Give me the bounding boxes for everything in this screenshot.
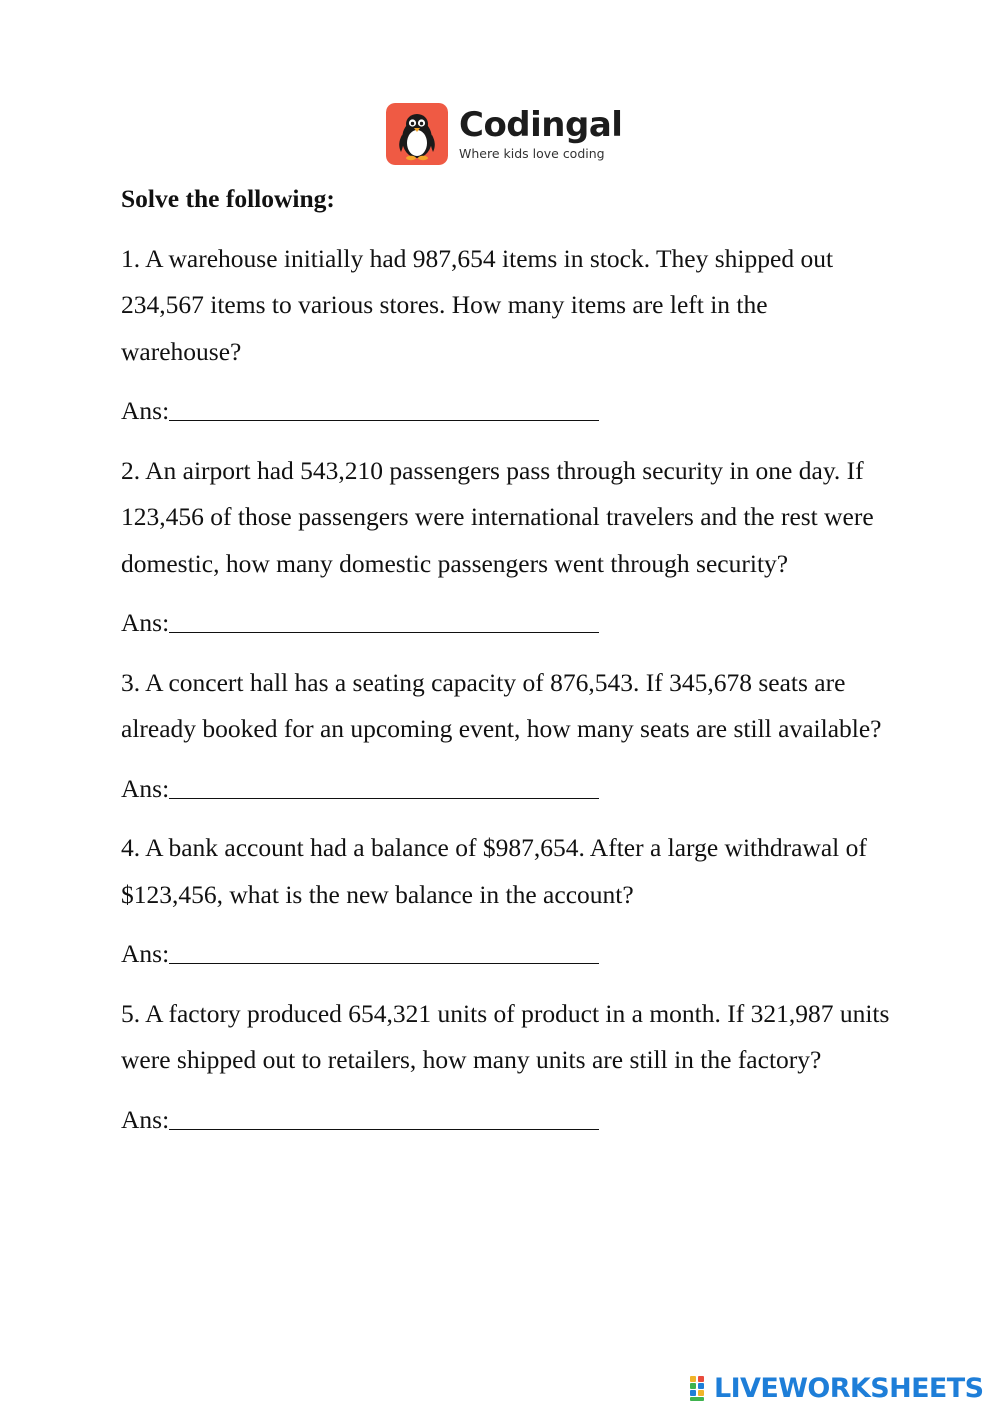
worksheet-heading: Solve the following: — [121, 184, 335, 213]
answer-blank-1[interactable] — [169, 394, 599, 421]
answer-label: Ans: — [121, 1104, 170, 1134]
question-2: 2. An airport had 543,210 passengers pass through security in one day. If 123,456 of those passengers were international travelers and the rest were domestic, how many domestic passengers went through security? — [121, 455, 874, 578]
answer-row-2 — [121, 600, 891, 647]
codingal-logo — [386, 103, 622, 165]
question-5: 5. A factory produced 654,321 units of product in a month. If 321,987 units were shipped out to retailers, how many units are still in the factory? — [121, 998, 890, 1074]
answer-row-3 — [121, 766, 891, 813]
logo-text — [459, 104, 623, 162]
answer-blank-4[interactable] — [169, 937, 599, 964]
penguin-icon — [386, 103, 448, 165]
brand-name: Codingal — [459, 104, 623, 145]
brand-tagline: Where kids love coding — [459, 145, 605, 161]
answer-blank-3[interactable] — [169, 772, 599, 799]
question-3: 3. A concert hall has a seating capacity of 876,543. If 345,678 seats are already booked for an upcoming event, how many seats are still available? — [121, 667, 882, 743]
worksheet-body — [121, 176, 891, 1156]
answer-label: Ans: — [121, 396, 170, 425]
answer-row-4 — [121, 931, 891, 978]
liveworksheets-wordmark: LIVEWORKSHEETS — [714, 1373, 984, 1404]
question-4: 4. A bank account had a balance of $987,654. After a large withdrawal of $123,456, what is the new balance in the account? — [121, 833, 867, 909]
answer-row-1 — [121, 388, 891, 435]
answer-blank-5[interactable] — [169, 1103, 599, 1130]
question-1: 1. A warehouse initially had 987,654 items in stock. They shipped out 234,567 items to various stores. How many items are left in the warehouse? — [121, 243, 834, 366]
answer-blank-2[interactable] — [169, 606, 599, 633]
answer-label: Ans: — [121, 939, 170, 968]
liveworksheets-brand — [690, 1372, 983, 1406]
answer-row-5 — [121, 1097, 891, 1144]
answer-label: Ans: — [121, 608, 170, 637]
answer-label: Ans: — [121, 773, 170, 803]
liveworksheets-logo-icon — [690, 1376, 712, 1402]
